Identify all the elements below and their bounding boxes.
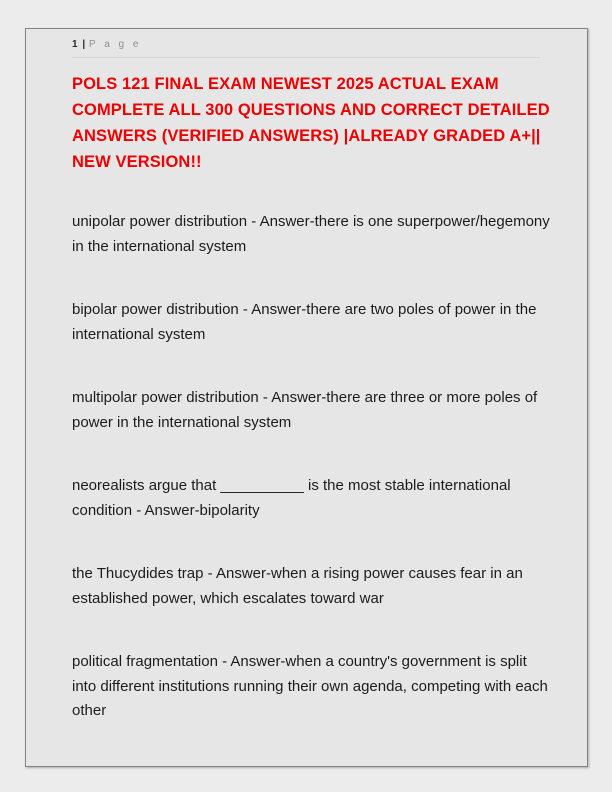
header-separator: | [82, 39, 86, 50]
document-title: POLS 121 FINAL EXAM NEWEST 2025 ACTUAL EXAM COMPLETE ALL 300 QUESTIONS AND CORRECT DETAILED ANSWERS (VERIFIED ANSWERS) |ALREADY GRADED A+|| NEW VERSION!! [72, 75, 550, 171]
page-number: 1 [72, 39, 79, 50]
qa-section [72, 210, 550, 724]
qa-paragraph-unipolar: unipolar power distribution - Answer-there is one superpower/hegemony in the international system [72, 213, 550, 255]
qa-paragraph-neorealists: neorealists argue that __________ is the most stable international condition - Answer-bipolarity [72, 477, 511, 519]
qa-paragraph-thucydides: the Thucydides trap - Answer-when a rising power causes fear in an established power, which escalates toward war [72, 565, 523, 607]
qa-paragraph-multipolar: multipolar power distribution - Answer-there are three or more poles of power in the international system [72, 389, 538, 431]
qa-paragraph-bipolar: bipolar power distribution - Answer-there are two poles of power in the international system [72, 301, 537, 343]
qa-paragraph-fragmentation: political fragmentation - Answer-when a country's government is split into different institutions running their own agenda, competing with each other [72, 653, 548, 719]
document-page [25, 28, 588, 767]
header-page-label: P a g e [88, 39, 142, 50]
page-header [72, 29, 540, 58]
